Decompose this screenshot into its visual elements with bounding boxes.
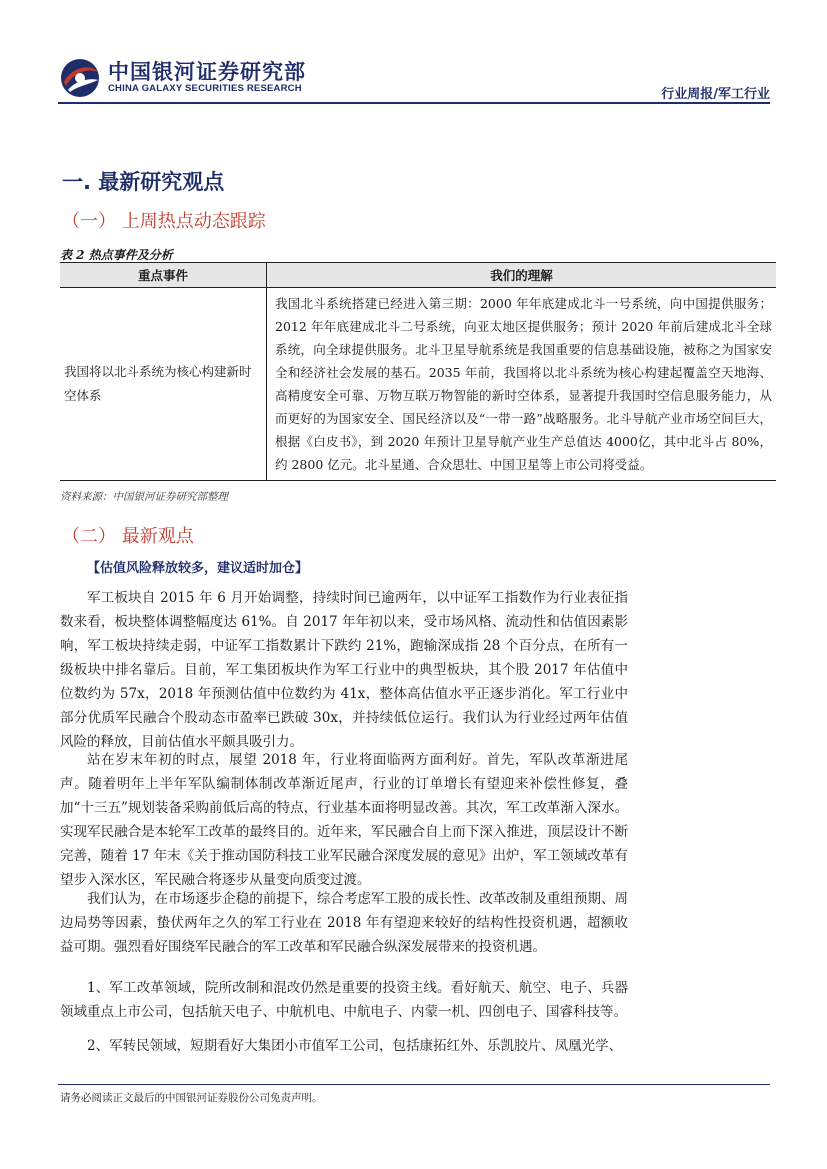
subsection-title-hot-events: （一） 上周热点动态跟踪 [62,211,266,232]
viewpoint-headline: 【估值风险释放较多，建议适时加仓】 [87,561,309,576]
footer-divider [58,1084,770,1085]
table-header-row [60,263,776,288]
table-header-event: 重点事件 [60,263,267,288]
body-paragraph-3 [60,887,628,959]
header-divider [58,102,770,104]
table-cell-analysis: 我国北斗系统搭建已经进入第三期：2000 年年底建成北斗一号系统，向中国提供服务；2012 年年底建成北斗二号系统，向亚太地区提供服务；预计 2020 年前后建成北斗全球系统，向全球提供服务。北斗卫星导航系统是我国重要的信息基础设施，被称之为国家安全和经济社会发展的基石。2035 年前，我国将以北斗系统为核心构建起覆盖空天地海、高精度安全可靠、万物互联万物智能的新时空体系，显著提升我国时空信息服务能力，从而更好的为国家安全、国民经济以及“一带一路”战略服务。北斗导航产业市场空间巨大，根据《白皮书》，到 2020 年预计卫星导航产业生产总值达 4000亿，其中北斗占 80%，约 2800 亿元。北斗星通、合众思壮、中国卫星等上市公司将受益。 [267,288,777,481]
body-paragraph-4 [60,976,628,1024]
page-header [58,56,770,104]
table-caption: 表 2 热点事件及分析 [60,248,173,262]
body-paragraph-5 [60,1034,628,1058]
galaxy-logo-icon [58,56,102,100]
table-cell-event: 我国将以北斗系统为核心构建新时空体系 [60,288,267,481]
subsection-title-viewpoint: （二） 最新观点 [62,526,194,547]
paragraph: 军工板块自 2015 年 6 月开始调整，持续时间已逾两年，以中证军工指数作为行业表征指数来看，板块整体调整幅度达 61%。自 2017 年年初以来，受市场风格、流动性和估值因素影响，军工板块持续走弱，中证军工指数累计下跌约 21%，跑输深成指 28 个百分点，在所有一级板块中排名靠后。目前，军工集团板块作为军工行业中的典型板块，其个股 2017 年估值中位数约为 57x，2018 年预测估值中位数约为 41x，整体高估值水平正逐步消化。军工行业中部分优质军民融合个股动态市盈率已跌破 30x，并持续低位运行。我们认为行业经过两年估值风险的释放，目前估值水平颇具吸引力。 [60,590,628,750]
hot-events-table [60,262,776,481]
report-type: 行业周报/军工行业 [661,87,770,102]
table-header-analysis: 我们的理解 [267,263,777,288]
section-title: 一. 最新研究观点 [62,170,225,194]
brand-name-en: CHINA GALAXY SECURITIES RESEARCH [108,83,302,94]
paragraph: 2、军转民领域，短期看好大集团小市值军工公司，包括康拓红外、乐凯胶片、凤凰光学、 [87,1038,623,1054]
paragraph: 1、军工改革领域，院所改制和混改仍然是重要的投资主线。看好航天、航空、电子、兵器领域重点上市公司，包括航天电子、中航机电、中航电子、内蒙一机、四创电子、国睿科技等。 [60,980,628,1020]
table-source: 资料来源：中国银河证券研究部整理 [60,491,228,503]
body-paragraph-2 [60,748,628,892]
table-row [60,288,776,481]
paragraph: 站在岁末年初的时点，展望 2018 年，行业将面临两方面利好。首先，军队改革渐进尾声。随着明年上半年军队编制体制改革渐近尾声，行业的订单增长有望迎来补偿性修复，叠加“十三五”规划装备采购前低后高的特点，行业基本面将明显改善。其次，军工改革渐入深水。实现军民融合是本轮军工改革的最终目的。近年来，军民融合自上而下深入推进，顶层设计不断完善，随着 17 年末《关于推动国防科技工业军民融合深度发展的意见》出炉，军工领域改革有望步入深水区，军民融合将逐步从量变向质变过渡。 [60,752,628,888]
footer-disclaimer: 请务必阅读正文最后的中国银河证券股份公司免责声明。 [60,1092,323,1104]
body-paragraph-1 [60,586,628,754]
paragraph: 我们认为，在市场逐步企稳的前提下，综合考虑军工股的成长性、改革改制及重组预期、周边局势等因素，蛰伏两年之久的军工行业在 2018 年有望迎来较好的结构性投资机遇，超额收益可期。强烈看好围绕军民融合的军工改革和军民融合纵深发展带来的投资机遇。 [60,891,628,955]
brand-name-cn: 中国银河证券研究部 [108,60,306,84]
